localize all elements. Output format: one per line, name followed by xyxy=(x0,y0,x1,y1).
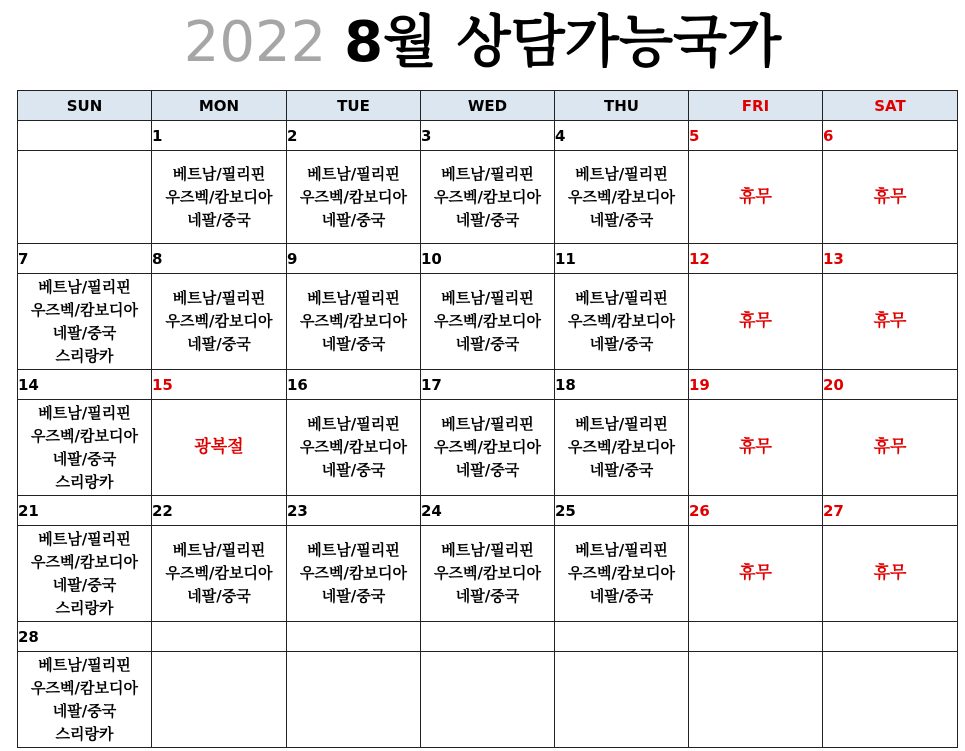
holiday-label: 휴무 xyxy=(739,311,772,331)
country-line: 베트남/필리핀 xyxy=(38,655,131,674)
country-line: 베트남/필리핀 xyxy=(172,541,266,559)
weekday-sun: SUN xyxy=(18,91,152,121)
country-line: 네팔/중국 xyxy=(455,335,520,353)
day-content-cell xyxy=(287,151,421,244)
country-line: 베트남/필리핀 xyxy=(575,164,668,183)
date-cell: 22 xyxy=(152,496,287,526)
country-line: 네팔/중국 xyxy=(52,701,117,720)
weekday-wed: WED xyxy=(421,91,555,121)
date-cell: 19 xyxy=(689,370,823,400)
country-line: 네팔/중국 xyxy=(589,461,654,479)
day-content-cell xyxy=(555,400,689,496)
date-cell: 2 xyxy=(287,121,421,151)
date-cell: 23 xyxy=(287,496,421,526)
country-line: 우즈벡/캄보디아 xyxy=(31,552,138,571)
country-line: 베트남/필리핀 xyxy=(307,541,400,559)
country-line: 네팔/중국 xyxy=(187,335,251,353)
date-cell: 11 xyxy=(555,244,689,274)
date-cell xyxy=(152,622,287,652)
country-line: 스리랑카 xyxy=(55,346,114,365)
day-content-cell xyxy=(421,526,555,622)
day-content-cell xyxy=(555,526,689,622)
country-line: 네팔/중국 xyxy=(52,575,117,594)
content-row xyxy=(18,274,958,370)
country-line: 우즈벡/캄보디아 xyxy=(300,312,407,330)
day-content-cell xyxy=(152,652,287,748)
country-line: 네팔/중국 xyxy=(187,587,251,605)
day-content-cell xyxy=(152,274,287,370)
date-cell: 21 xyxy=(18,496,152,526)
country-line: 베트남/필리핀 xyxy=(307,289,400,307)
holiday-label: 광복절 xyxy=(194,437,244,457)
day-content-cell xyxy=(18,526,152,622)
day-content-cell xyxy=(421,274,555,370)
country-line: 우즈벡/캄보디아 xyxy=(300,564,407,582)
holiday-label: 휴무 xyxy=(873,563,907,583)
date-cell: 6 xyxy=(823,121,958,151)
date-cell: 17 xyxy=(421,370,555,400)
day-content-cell xyxy=(287,400,421,496)
day-content-cell xyxy=(823,652,958,748)
date-cell: 14 xyxy=(18,370,152,400)
country-line: 네팔/중국 xyxy=(455,210,520,229)
day-content-cell xyxy=(421,652,555,748)
holiday-label: 휴무 xyxy=(873,186,907,207)
day-content-cell xyxy=(555,652,689,748)
day-content-cell xyxy=(689,400,823,496)
country-line: 베트남/필리핀 xyxy=(172,164,266,183)
date-cell: 9 xyxy=(287,244,421,274)
content-row xyxy=(18,400,958,496)
day-content-cell xyxy=(689,151,823,244)
country-line: 네팔/중국 xyxy=(321,587,386,605)
day-content-cell xyxy=(421,400,555,496)
country-line: 우즈벡/캄보디아 xyxy=(165,564,273,582)
country-line: 우즈벡/캄보디아 xyxy=(31,426,138,445)
country-line: 네팔/중국 xyxy=(321,335,386,353)
date-cell: 25 xyxy=(555,496,689,526)
country-line: 네팔/중국 xyxy=(589,210,654,229)
weekday-tue: TUE xyxy=(287,91,421,121)
country-line: 우즈벡/캄보디아 xyxy=(300,187,407,206)
day-content-cell xyxy=(18,151,152,244)
country-line: 스리랑카 xyxy=(55,724,114,743)
day-content-cell xyxy=(287,652,421,748)
country-line: 베트남/필리핀 xyxy=(38,403,131,422)
page-title xyxy=(0,8,965,78)
country-line: 우즈벡/캄보디아 xyxy=(165,187,273,206)
day-content-cell xyxy=(689,652,823,748)
country-line: 베트남/필리핀 xyxy=(575,289,668,307)
country-line: 우즈벡/캄보디아 xyxy=(568,564,675,582)
date-cell xyxy=(823,622,958,652)
date-cell: 27 xyxy=(823,496,958,526)
country-line: 우즈벡/캄보디아 xyxy=(568,187,675,206)
country-line: 네팔/중국 xyxy=(589,335,654,353)
country-line: 베트남/필리핀 xyxy=(575,541,668,559)
holiday-label: 휴무 xyxy=(873,437,907,457)
day-content-cell xyxy=(555,151,689,244)
holiday-label: 휴무 xyxy=(873,311,907,331)
date-cell xyxy=(555,622,689,652)
country-line: 우즈벡/캄보디아 xyxy=(568,312,675,330)
country-line: 우즈벡/캄보디아 xyxy=(568,438,675,456)
content-row xyxy=(18,151,958,244)
country-line: 네팔/중국 xyxy=(52,323,117,342)
weekday-mon: MON xyxy=(152,91,287,121)
day-content-cell xyxy=(152,151,287,244)
day-content-cell xyxy=(823,400,958,496)
country-line: 우즈벡/캄보디아 xyxy=(31,300,138,319)
date-cell: 10 xyxy=(421,244,555,274)
country-line: 스리랑카 xyxy=(55,472,114,491)
day-content-cell xyxy=(18,652,152,748)
day-content-cell xyxy=(555,274,689,370)
day-content-cell xyxy=(152,400,287,496)
day-content-cell xyxy=(152,526,287,622)
date-row xyxy=(18,121,958,151)
date-cell xyxy=(287,622,421,652)
country-line: 우즈벡/캄보디아 xyxy=(165,312,273,330)
date-cell: 3 xyxy=(421,121,555,151)
country-line: 네팔/중국 xyxy=(455,587,520,605)
calendar-table xyxy=(17,90,958,748)
date-cell: 1 xyxy=(152,121,287,151)
date-cell: 28 xyxy=(18,622,152,652)
country-line: 베트남/필리핀 xyxy=(307,415,400,433)
title-year: 2022 xyxy=(183,10,327,75)
country-line: 우즈벡/캄보디아 xyxy=(434,564,541,582)
country-line: 우즈벡/캄보디아 xyxy=(434,187,541,206)
day-content-cell xyxy=(689,274,823,370)
holiday-label: 휴무 xyxy=(739,186,772,207)
date-cell: 13 xyxy=(823,244,958,274)
country-line: 베트남/필리핀 xyxy=(38,529,131,548)
country-line: 베트남/필리핀 xyxy=(441,541,534,559)
date-cell: 12 xyxy=(689,244,823,274)
holiday-label: 휴무 xyxy=(739,437,772,457)
country-line: 베트남/필리핀 xyxy=(38,277,131,296)
date-cell: 7 xyxy=(18,244,152,274)
date-row xyxy=(18,496,958,526)
date-cell: 18 xyxy=(555,370,689,400)
weekday-fri: FRI xyxy=(689,91,823,121)
weekday-header-row xyxy=(18,91,958,121)
country-line: 네팔/중국 xyxy=(589,587,654,605)
day-content-cell xyxy=(689,526,823,622)
country-line: 베트남/필리핀 xyxy=(441,164,534,183)
country-line: 네팔/중국 xyxy=(455,461,520,479)
date-cell: 16 xyxy=(287,370,421,400)
date-cell: 26 xyxy=(689,496,823,526)
country-line: 베트남/필리핀 xyxy=(575,415,668,433)
date-cell: 20 xyxy=(823,370,958,400)
country-line: 네팔/중국 xyxy=(52,449,117,468)
day-content-cell xyxy=(287,274,421,370)
date-row xyxy=(18,370,958,400)
date-cell: 5 xyxy=(689,121,823,151)
date-cell xyxy=(689,622,823,652)
day-content-cell xyxy=(287,526,421,622)
day-content-cell xyxy=(823,526,958,622)
title-text: 8월 상담가능국가 xyxy=(344,10,782,75)
day-content-cell xyxy=(823,274,958,370)
weekday-sat: SAT xyxy=(823,91,958,121)
country-line: 베트남/필리핀 xyxy=(441,289,534,307)
content-row xyxy=(18,526,958,622)
country-line: 베트남/필리핀 xyxy=(307,164,400,183)
date-row xyxy=(18,622,958,652)
date-cell: 4 xyxy=(555,121,689,151)
country-line: 베트남/필리핀 xyxy=(172,289,266,307)
country-line: 스리랑카 xyxy=(55,598,114,617)
date-cell: 15 xyxy=(152,370,287,400)
day-content-cell xyxy=(823,151,958,244)
day-content-cell xyxy=(421,151,555,244)
date-row xyxy=(18,244,958,274)
day-content-cell xyxy=(18,274,152,370)
day-content-cell xyxy=(18,400,152,496)
country-line: 우즈벡/캄보디아 xyxy=(434,438,541,456)
country-line: 우즈벡/캄보디아 xyxy=(434,312,541,330)
country-line: 네팔/중국 xyxy=(321,210,386,229)
weekday-thu: THU xyxy=(555,91,689,121)
date-cell xyxy=(18,121,152,151)
holiday-label: 휴무 xyxy=(739,563,772,583)
country-line: 베트남/필리핀 xyxy=(441,415,534,433)
country-line: 우즈벡/캄보디아 xyxy=(300,438,407,456)
date-cell: 24 xyxy=(421,496,555,526)
country-line: 우즈벡/캄보디아 xyxy=(31,678,138,697)
country-line: 네팔/중국 xyxy=(321,461,386,479)
date-cell xyxy=(421,622,555,652)
country-line: 네팔/중국 xyxy=(187,210,251,229)
content-row xyxy=(18,652,958,748)
date-cell: 8 xyxy=(152,244,287,274)
